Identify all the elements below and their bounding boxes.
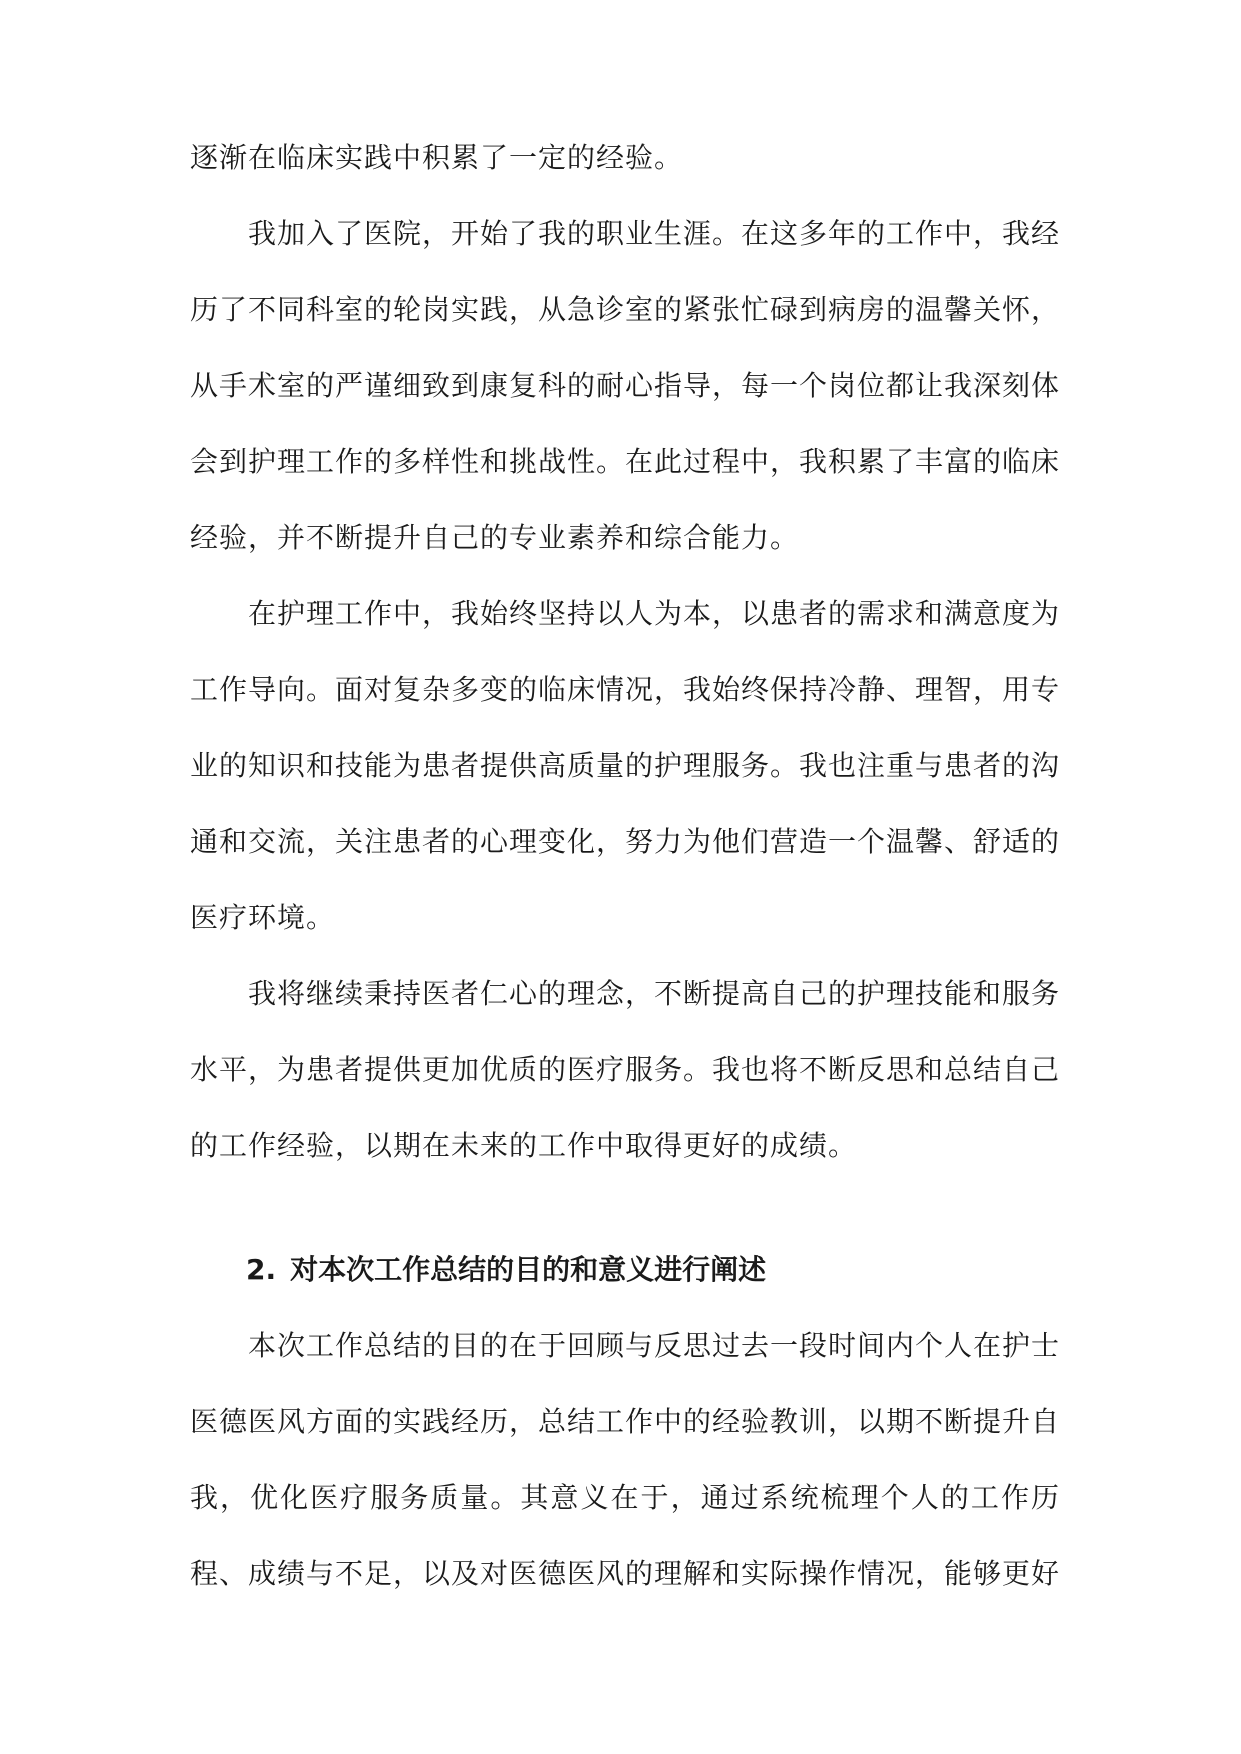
section-heading <box>246 1232 766 1308</box>
paragraph-3: 在护理工作中，我始终坚持以人为本，以患者的需求和满意度为工作导向。面对复杂多变的临床情况，我始终保持冷静、理智，用专业的知识和技能为患者提供高质量的护理服务。我也注重与患者的沟通和交流，关注患者的心理变化，努力为他们营造一个温馨、舒适的医疗环境。 <box>190 597 1061 934</box>
section-number: 2. <box>246 1253 277 1286</box>
paragraph-5: 本次工作总结的目的在于回顾与反思过去一段时间内个人在护士医德医风方面的实践经历，总结工作中的经验教训，以期不断提升自我，优化医疗服务质量。其意义在于，通过系统梳理个人的工作历程、成绩与不足，以及对医德医风的理解和实际操作情况，能够更好 <box>190 1329 1061 1590</box>
paragraph-4: 我将继续秉持医者仁心的理念，不断提高自己的护理技能和服务水平，为患者提供更加优质的医疗服务。我也将不断反思和总结自己的工作经验，以期在未来的工作中取得更好的成绩。 <box>190 977 1061 1162</box>
body-text-top <box>190 120 1060 1184</box>
section-title: 对本次工作总结的目的和意义进行阐述 <box>290 1253 767 1286</box>
body-text-bottom <box>190 1308 1060 1612</box>
paragraph-2: 我加入了医院，开始了我的职业生涯。在这多年的工作中，我经历了不同科室的轮岗实践，从急诊室的紧张忙碌到病房的温馨关怀，从手术室的严谨细致到康复科的耐心指导，每一个岗位都让我深刻体会到护理工作的多样性和挑战性。在此过程中，我积累了丰富的临床经验，并不断提升自己的专业素养和综合能力。 <box>190 217 1061 554</box>
paragraph-1: 逐渐在临床实践中积累了一定的经验。 <box>190 141 684 174</box>
